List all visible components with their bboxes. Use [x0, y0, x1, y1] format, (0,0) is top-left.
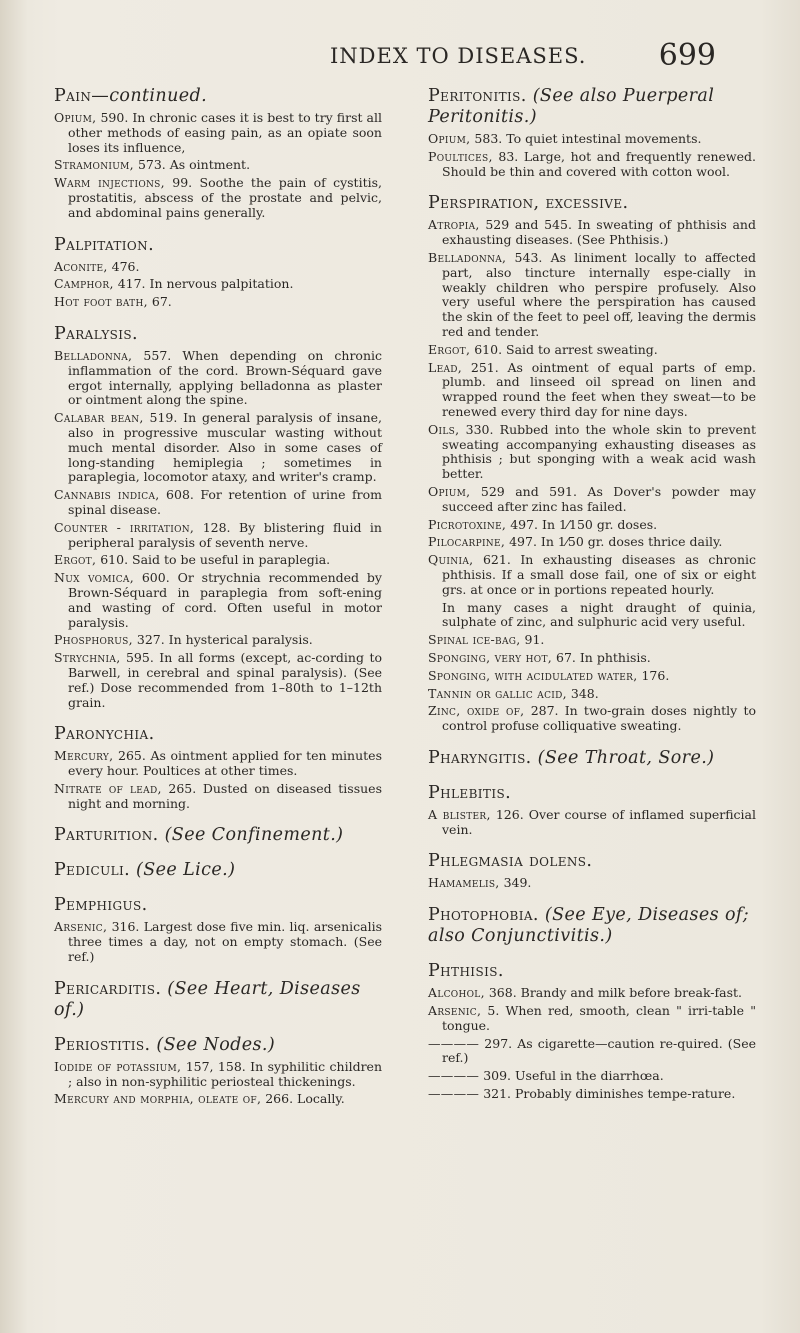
- cross-reference: (See Heart, Diseases of.): [54, 978, 361, 1020]
- entry-text: 157, 158. In syphilitic children ; also in non-syphilitic periosteal thickenings.: [68, 1058, 382, 1089]
- heading-term: Parturition.: [54, 825, 159, 846]
- section-heading: [54, 724, 382, 745]
- index-entry: [428, 251, 756, 340]
- index-entry: [428, 651, 756, 666]
- index-entry: [54, 349, 382, 408]
- entry-text: 610. Said to arrest sweating.: [474, 341, 658, 357]
- heading-term: Palpitation.: [54, 234, 155, 255]
- entry-text: 608. For retention of urine from spinal disease.: [68, 487, 382, 517]
- index-entry: [54, 651, 382, 710]
- entry-text: 265. Dusted on diseased tissues night and morning.: [68, 780, 382, 811]
- heading-term: Phthisis.: [428, 961, 504, 982]
- remedy-name: Hot foot bath,: [54, 294, 148, 310]
- entry-text: 417. In nervous palpitation.: [117, 276, 294, 292]
- entry-text: 348.: [570, 685, 599, 701]
- entry-text: 266. Locally.: [265, 1091, 345, 1107]
- index-entry: [54, 553, 382, 568]
- entry-text: 321. Probably diminishes tempe-rature.: [483, 1086, 736, 1102]
- index-section: [428, 961, 756, 1102]
- cross-reference: (See Throat, Sore.): [537, 747, 715, 768]
- remedy-name: Warm injections,: [54, 175, 165, 191]
- index-entry: [428, 218, 756, 248]
- section-heading: [428, 86, 756, 128]
- entry-text: 600. Or strychnia recommended by Brown-Séquard in paraplegia from soft-ening and wasting of cord. Often useful in motor paralysis.: [68, 570, 382, 630]
- heading-term: Periostitis.: [54, 1034, 151, 1055]
- index-entry: [428, 633, 756, 648]
- remedy-name: ————: [428, 1068, 480, 1084]
- remedy-name: Counter - irritation,: [54, 519, 195, 535]
- entry-text: 476.: [111, 258, 140, 274]
- index-entry: [428, 518, 756, 533]
- entry-text: 83. Large, hot and frequently renewed. Should be thin and covered with cotton wool.: [442, 148, 756, 179]
- entry-text: 529 and 591. As Dover's powder may succeed after zinc has failed.: [442, 483, 756, 514]
- index-entry: [428, 423, 756, 482]
- index-entry: [54, 1060, 382, 1090]
- remedy-name: Nux vomica,: [54, 570, 134, 586]
- index-entry: [428, 687, 756, 702]
- index-entry: [428, 1004, 756, 1034]
- remedy-name: Phosphorus,: [54, 632, 133, 648]
- index-entry: [54, 571, 382, 630]
- heading-term: Paronychia.: [54, 724, 155, 745]
- index-entry: [428, 150, 756, 180]
- remedy-name: Aconite,: [54, 258, 108, 274]
- remedy-name: Hamamelis,: [428, 875, 500, 891]
- cross-reference: (See Nodes.): [156, 1034, 276, 1055]
- index-entry: [428, 132, 756, 147]
- remedy-name: Belladonna,: [428, 249, 507, 265]
- index-entry: [428, 669, 756, 684]
- index-entry: [54, 260, 382, 275]
- heading-term: Peritonitis.: [428, 86, 527, 106]
- entry-text: 251. As ointment of equal parts of emp. plumb. and linseed oil spread on linen and wrapped round the feet when they sweat—to be renewed every third day for nine days.: [442, 359, 756, 419]
- entry-text: 265. As ointment applied for ten minutes every hour. Poultices at other times.: [68, 748, 382, 779]
- index-entry: [428, 343, 756, 358]
- entry-text: 176.: [641, 667, 670, 683]
- index-section: [428, 783, 756, 838]
- entry-text: 595. In all forms (except, ac-cording to Barwell, in cerebral and spinal paralysis). (See ref.) Dose recommended from 1–80th to 1–12th grain.: [68, 650, 382, 710]
- entry-text: 349.: [503, 875, 532, 891]
- entry-text: 128. By blistering fluid in peripheral paralysis of seventh nerve.: [68, 519, 382, 550]
- entry-text: 497. In 1⁄50 gr. doses thrice daily.: [509, 534, 723, 550]
- section-heading: [428, 783, 756, 804]
- index-section: [54, 860, 382, 881]
- remedy-name: Nitrate of lead,: [54, 780, 162, 796]
- index-entry: [428, 1087, 756, 1102]
- entry-text: 67.: [151, 294, 172, 310]
- heading-term: Phlegmasia dolens.: [428, 851, 593, 872]
- remedy-name: Lead,: [428, 359, 463, 375]
- index-entry: [428, 986, 756, 1001]
- heading-term: Photophobia.: [428, 905, 539, 926]
- heading-term: Paralysis.: [54, 323, 139, 344]
- remedy-name: Cannabis indica,: [54, 487, 160, 503]
- remedy-name: Camphor,: [54, 276, 114, 292]
- index-section: [54, 979, 382, 1021]
- entry-text: 330. Rubbed into the whole skin to prevent sweating accompanying exhausting diseases as phthisis ; but sponging with a weak acid wash better.: [442, 421, 756, 482]
- index-entry: [54, 782, 382, 812]
- remedy-name: Iodide of potassium,: [54, 1058, 182, 1074]
- remedy-name: Pilocarpine,: [428, 534, 506, 550]
- remedy-name: Poultices,: [428, 148, 493, 164]
- heading-term: Pediculi.: [54, 860, 131, 881]
- remedy-name: Sponging, very hot,: [428, 649, 553, 665]
- index-entry: [428, 808, 756, 838]
- remedy-name: Sponging, with acidulated water,: [428, 667, 638, 683]
- index-entry: [54, 920, 382, 964]
- section-heading: [54, 860, 382, 881]
- remedy-name: Tannin or gallic acid,: [428, 685, 567, 701]
- entry-text: 610. Said to be useful in paraplegia.: [100, 552, 331, 568]
- section-heading: [54, 235, 382, 256]
- remedy-name: A blister,: [428, 806, 491, 822]
- page-number: 699: [658, 38, 716, 73]
- section-heading: [428, 748, 756, 769]
- remedy-name: Ergot,: [428, 341, 471, 357]
- cross-reference: (See also Puerperal Peritonitis.): [428, 86, 715, 127]
- remedy-name: Spinal ice-bag,: [428, 632, 521, 648]
- index-entry: [428, 553, 756, 597]
- index-entry: [428, 601, 756, 631]
- entry-text: 5. When red, smooth, clean " irri-table " tongue.: [442, 1003, 756, 1033]
- remedy-name: Oils,: [428, 421, 460, 437]
- remedy-name: ————: [428, 1035, 480, 1051]
- index-section: [54, 825, 382, 846]
- remedy-name: Belladonna,: [54, 347, 133, 363]
- heading-term: Perspiration, excessive.: [428, 193, 629, 214]
- remedy-name: Atropia,: [428, 217, 480, 233]
- section-heading: [428, 193, 756, 214]
- entry-text: In many cases a night draught of quinia, sulphate of zinc, and sulphuric acid very useful.: [442, 599, 756, 630]
- index-entry: [54, 111, 382, 155]
- index-entry: [54, 277, 382, 292]
- index-entry: [428, 1037, 756, 1067]
- entry-text: 583. To quiet intestinal movements.: [474, 131, 702, 146]
- entry-text: 91.: [524, 632, 545, 648]
- section-heading: [428, 905, 756, 947]
- index-section: [54, 235, 382, 310]
- remedy-name: Arsenic,: [54, 919, 108, 935]
- index-entry: [428, 876, 756, 891]
- section-heading: [428, 961, 756, 982]
- entry-text: 529 and 545. In sweating of phthisis and exhausting diseases. (See Phthisis.): [442, 217, 756, 248]
- section-heading: [54, 86, 382, 107]
- index-section: [54, 86, 382, 221]
- index-entry: [54, 633, 382, 648]
- remedy-name: Alcohol,: [428, 985, 485, 1001]
- remedy-name: Mercury,: [54, 748, 114, 764]
- remedy-name: Quinia,: [428, 552, 474, 568]
- remedy-name: Zinc, oxide of,: [428, 703, 525, 719]
- remedy-name: Stramonium,: [54, 157, 134, 173]
- heading-term: Pain—: [54, 86, 110, 106]
- entry-text: 590. In chronic cases it is best to try first all other methods of easing pain, as an opiate soon loses its influence,: [68, 110, 382, 155]
- page-header: [0, 38, 800, 72]
- index-entry: [428, 535, 756, 550]
- entry-text: 309. Useful in the diarrhœa.: [483, 1068, 664, 1084]
- index-section: [54, 1035, 382, 1107]
- cross-reference: (See Lice.): [136, 860, 236, 881]
- left-column: [54, 86, 382, 1121]
- heading-term: Phlebitis.: [428, 782, 512, 803]
- heading-continued: continued.: [109, 86, 208, 106]
- remedy-name: Opium,: [428, 131, 471, 146]
- index-section: [428, 905, 756, 947]
- remedy-name: Opium,: [428, 483, 471, 499]
- index-section: [54, 724, 382, 811]
- running-title: INDEX TO DISEASES.: [330, 44, 587, 68]
- index-section: [428, 86, 756, 179]
- index-entry: [54, 521, 382, 551]
- section-heading: [54, 324, 382, 345]
- index-entry: [54, 1092, 382, 1107]
- section-heading: [54, 895, 382, 916]
- entry-text: 557. When depending on chronic inflammation of the cord. Brown-Séquard gave ergot internally, applying belladonna as plaster or ointment along the spine.: [68, 347, 382, 408]
- right-column: [428, 86, 756, 1116]
- index-entry: [54, 411, 382, 485]
- remedy-name: Opium,: [54, 110, 97, 125]
- entry-text: 316. Largest dose five min. liq. arsenicalis three times a day, not on empty stomach. (See ref.): [68, 919, 382, 965]
- remedy-name: Mercury and morphia, oleate of,: [54, 1091, 262, 1107]
- index-entry: [54, 749, 382, 779]
- section-heading: [54, 825, 382, 846]
- entry-text: 67. In phthisis.: [556, 649, 651, 665]
- heading-term: Pharyngitis.: [428, 747, 532, 768]
- index-entry: [428, 1069, 756, 1084]
- heading-term: Pemphigus.: [54, 895, 148, 916]
- entry-text: 543. As liniment locally to affected part, also tincture internally espe-cially in weakly children who perspire profusely. Also very useful where the perspiration has caused the skin of the feet to peel off, leaving the dermis red and tender.: [442, 249, 756, 339]
- index-section: [428, 851, 756, 891]
- remedy-name: Picrotoxine,: [428, 516, 507, 532]
- entry-text: 126. Over course of inflamed superficial vein.: [442, 806, 756, 837]
- entry-text: 297. As cigarette—caution re-quired. (See ref.): [442, 1035, 756, 1066]
- section-heading: [428, 851, 756, 872]
- index-section: [54, 324, 382, 710]
- index-entry: [428, 704, 756, 734]
- entry-text: 368. Brandy and milk before break-fast.: [488, 985, 743, 1001]
- index-entry: [54, 176, 382, 220]
- entry-text: 621. In exhausting diseases as chronic phthisis. If a small dose fail, one of six or eight grs. at once or in portions repeated hourly.: [442, 552, 756, 597]
- section-heading: [54, 1035, 382, 1056]
- index-entry: [54, 158, 382, 173]
- entry-text: 497. In 1⁄150 gr. doses.: [510, 516, 658, 532]
- entry-text: 287. In two-grain doses nightly to control profuse colliquative sweating.: [442, 703, 756, 734]
- index-entry: [428, 361, 756, 420]
- remedy-name: Arsenic,: [428, 1003, 482, 1019]
- remedy-name: ————: [428, 1086, 480, 1102]
- entry-text: 519. In general paralysis of insane, also in progressive muscular wasting without much mental disorder. Also in some cases of long-standing hemiplegia ; sometimes in paraplegia, locomotor ataxy, and writer's cramp.: [68, 410, 382, 485]
- remedy-name: Strychnia,: [54, 650, 121, 666]
- entry-text: 99. Soothe the pain of cystitis, prostatitis, abscess of the prostate and pelvic, and abdominal pains generally.: [68, 175, 382, 220]
- cross-reference: (See Confinement.): [164, 825, 344, 846]
- index-entry: [54, 295, 382, 310]
- index-section: [428, 748, 756, 769]
- index-section: [428, 193, 756, 734]
- entry-text: 573. As ointment.: [137, 157, 251, 173]
- entry-text: 327. In hysterical paralysis.: [136, 632, 313, 648]
- remedy-name: Ergot,: [54, 552, 97, 568]
- index-entry: [428, 485, 756, 515]
- remedy-name: Calabar bean,: [54, 410, 144, 426]
- heading-term: Pericarditis.: [54, 978, 162, 999]
- section-heading: [54, 979, 382, 1021]
- index-section: [54, 895, 382, 964]
- index-entry: [54, 488, 382, 518]
- cross-reference: (See Eye, Diseases of; also Conjunctivitis.): [428, 905, 750, 947]
